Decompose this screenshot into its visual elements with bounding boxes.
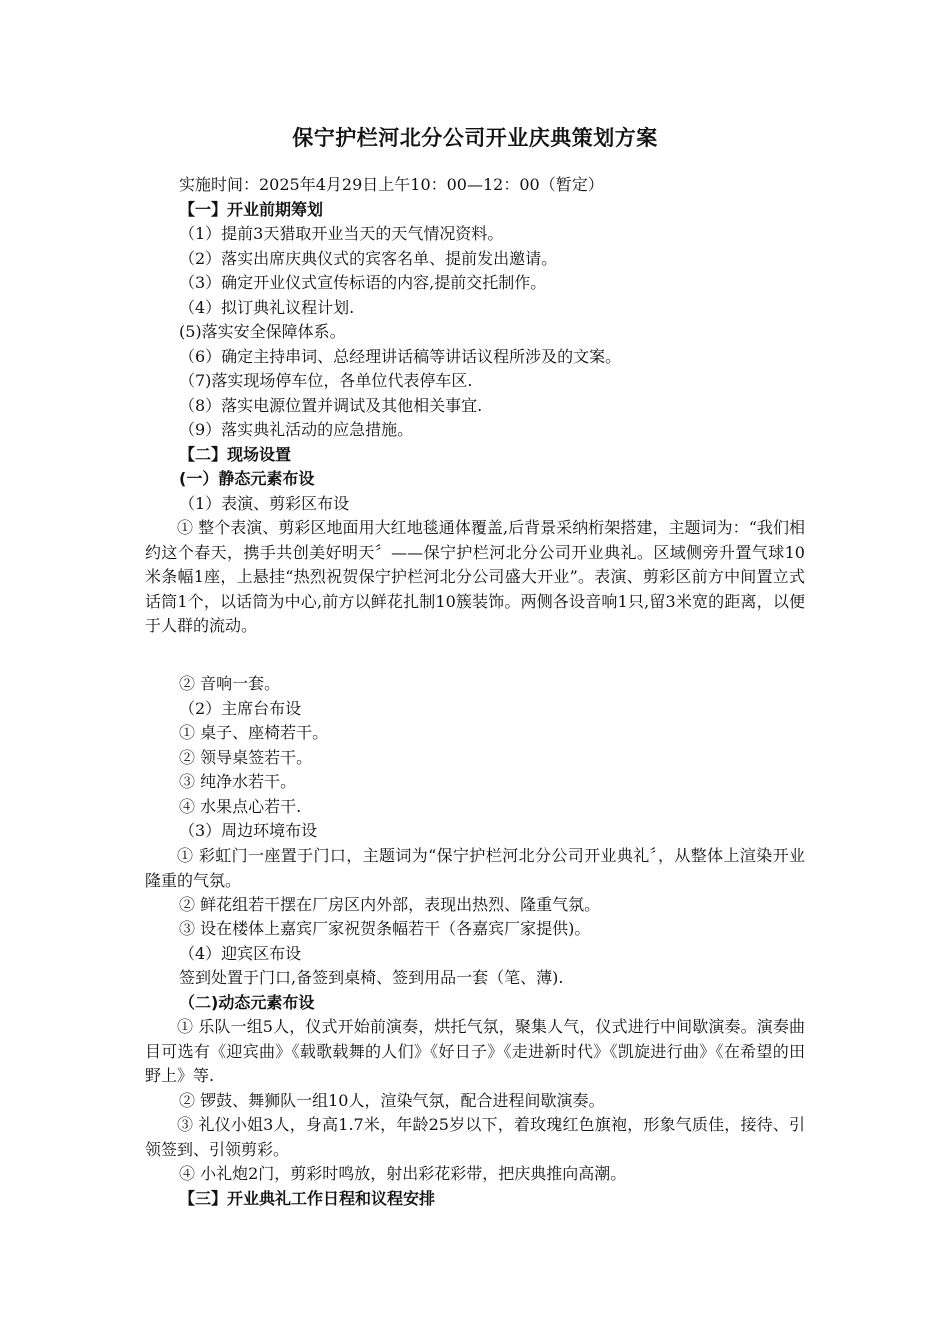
section-heading-2: 【二】现场设置: [179, 445, 292, 464]
paragraph: 签到处置于门口,备签到桌椅、签到用品一套（笔、薄).: [179, 968, 564, 987]
section-heading-3: 【三】开业典礼工作日程和议程安排: [179, 1189, 436, 1208]
list-item: ② 锣鼓、舞狮队一组10人，渲染气氛，配合进程间歇演奏。: [179, 1091, 605, 1110]
list-item: ④ 水果点心若干.: [179, 797, 302, 816]
list-item: ④ 小礼炮2门，剪彩时鸣放，射出彩花彩带，把庆典推向高潮。: [179, 1164, 627, 1183]
list-item: （2）落实出席庆典仪式的宾客名单、提前发出邀请。: [179, 249, 558, 268]
paragraph: ① 整个表演、剪彩区地面用大红地毯通体覆盖,后背景采纳桁架搭建，主题词为：“我们相约这个春天，携手共创美好明天〞——保宁护栏河北分公司开业典礼。区域侧旁升置气球10米条幅1座，上悬挂“热烈祝贺保宁护栏河北分公司盛大开业”。表演、剪彩区前方中间置立式话筒1个，以话筒为中心,前方以鲜花扎制10簇装饰。两侧各设音响1只,留3米宽的距离，以便于人群的流动。: [145, 518, 805, 635]
list-item: ① 桌子、座椅若干。: [179, 723, 329, 742]
list-item: ② 音响一套。: [179, 674, 281, 693]
list-item: （8）落实电源位置并调试及其他相关事宜.: [179, 396, 483, 415]
item-title: （1）表演、剪彩区布设: [179, 494, 350, 513]
implementation-time: 实施时间：2025年4月29日上午10：00—12：00（暂定）: [179, 175, 604, 194]
list-item: （3）确定开业仪式宣传标语的内容,提前交托制作。: [179, 273, 547, 292]
item-title: （4）迎宾区布设: [179, 944, 302, 963]
paragraph: ③ 礼仪小姐3人，身高1.7米，年龄25岁以下，着玫瑰红色旗袍，形象气质佳，接待、引领签到、引领剪彩。: [145, 1115, 805, 1159]
subsection-heading-dynamic: （二)动态元素布设: [179, 993, 315, 1012]
list-item: ② 领导桌签若干。: [179, 748, 313, 767]
paragraph: ① 乐队一组5人，仪式开始前演奏，烘托气氛，聚集人气，仪式进行中间歇演奏。演奏曲目可选有《迎宾曲》《载歌载舞的人们》《好日子》《走进新时代》《凯旋进行曲》《在希望的田野上》等.: [145, 1017, 805, 1085]
list-item: （1）提前3天猎取开业当天的天气情况资料。: [179, 224, 504, 243]
list-item: （4）拟订典礼议程计划.: [179, 298, 355, 317]
document-title: 保宁护栏河北分公司开业庆典策划方案: [292, 126, 658, 150]
list-item: ③ 纯净水若干。: [179, 772, 297, 791]
section-heading-1: 【一】开业前期筹划: [179, 200, 324, 219]
list-item: ③ 设在楼体上嘉宾厂家祝贺条幅若干（各嘉宾厂家提供)。: [179, 919, 591, 938]
item-title: （2）主席台布设: [179, 699, 302, 718]
list-item: ② 鲜花组若干摆在厂房区内外部，表现出热烈、隆重气氛。: [179, 895, 601, 914]
subsection-heading-static: (一）静态元素布设: [179, 469, 315, 488]
list-item: (5)落实安全保障体系。: [179, 322, 346, 341]
paragraph: ① 彩虹门一座置于门口，主题词为“保宁护栏河北分公司开业典礼〞，从整体上渲染开业隆重的气氛。: [145, 846, 805, 890]
item-title: （3）周边环境布设: [179, 821, 318, 840]
list-item: （6）确定主持串词、总经理讲话稿等讲话议程所涉及的文案。: [179, 347, 622, 366]
list-item: （7)落实现场停车位，各单位代表停车区.: [179, 371, 473, 390]
list-item: （9）落实典礼活动的应急措施。: [179, 420, 414, 439]
